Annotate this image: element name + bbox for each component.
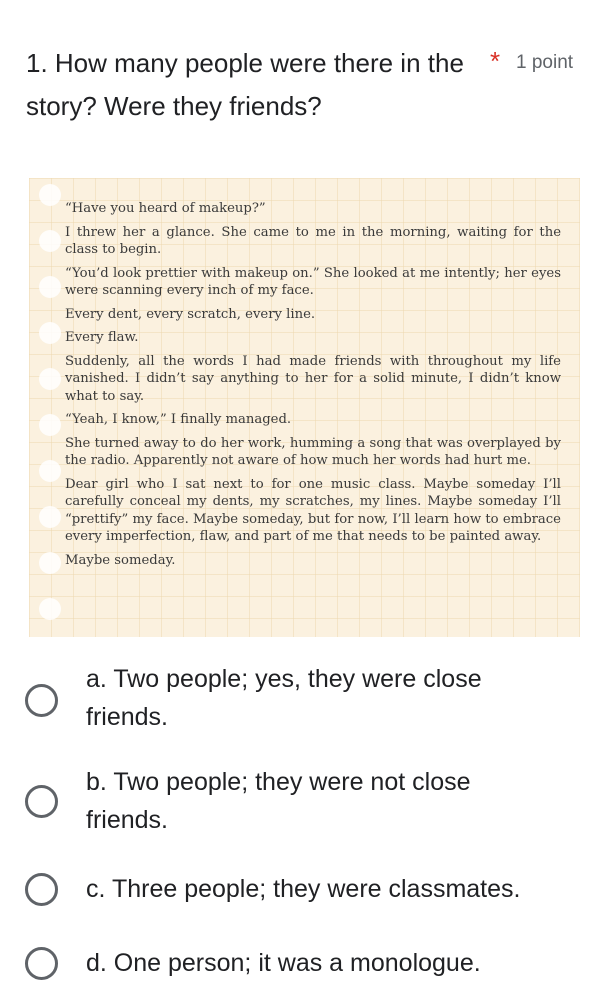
story-paragraph: “You’d look prettier with makeup on.” She looked at me intently; her eyes were scanning every inch of my face.	[65, 265, 561, 298]
story-paragraph: I threw her a glance. She came to me in the morning, waiting for the class to begin.	[65, 224, 561, 257]
decorative-dots	[35, 184, 65, 624]
decorative-dot	[39, 184, 61, 206]
story-paragraph: “Yeah, I know,” I finally managed.	[65, 412, 292, 427]
decorative-dot	[39, 230, 61, 252]
radio-option-d[interactable]	[25, 947, 58, 980]
option-b[interactable]	[25, 763, 565, 843]
option-d[interactable]	[25, 944, 565, 984]
story-paragraph: She turned away to do her work, humming a song that was overplayed by the radio. Apparently not aware of how much her words had hurt me.	[65, 435, 561, 468]
question-points: 1 point	[516, 52, 574, 73]
story-paragraph: Every dent, every scratch, every line.	[65, 306, 316, 322]
option-d-label[interactable]: d. One person; it was a monologue.	[86, 949, 481, 977]
decorative-dot	[39, 460, 61, 482]
decorative-dot	[39, 598, 61, 620]
story-paragraph: Maybe someday.	[65, 552, 176, 568]
story-paragraph: Every flaw.	[65, 330, 139, 345]
question-title: 1. How many people were there in the story? Were they friends?	[26, 48, 464, 121]
decorative-dot	[39, 414, 61, 436]
option-b-label[interactable]: b. Two people; they were not close friends.	[86, 768, 471, 834]
option-c[interactable]	[25, 870, 565, 910]
story-paragraph: Dear girl who I sat next to for one music class. Maybe someday I’ll carefully conceal my dents, my scratches, my lines. Maybe someday I’ll “prettify” my face. Maybe someday, but for now, I’ll learn how to embrace every imperfection, flaw, and part of me that needs to be painted away.	[65, 476, 561, 544]
option-a-label[interactable]: a. Two people; yes, they were close friends.	[86, 665, 482, 731]
story-text	[65, 200, 561, 575]
question-header	[26, 42, 586, 128]
required-asterisk: *	[490, 46, 501, 76]
story-paragraph: Suddenly, all the words I had made friends with throughout my life vanished. I didn’t say anything to her for a solid minute, I didn’t know what to say.	[65, 353, 561, 404]
radio-option-a[interactable]	[25, 684, 58, 717]
option-a[interactable]	[25, 660, 565, 740]
radio-option-c[interactable]	[25, 873, 58, 906]
decorative-dot	[39, 506, 61, 528]
radio-option-b[interactable]	[25, 785, 58, 818]
option-c-label[interactable]: c. Three people; they were classmates.	[86, 875, 521, 903]
decorative-dot	[39, 368, 61, 390]
decorative-dot	[39, 276, 61, 298]
decorative-dot	[39, 322, 61, 344]
decorative-dot	[39, 552, 61, 574]
story-paragraph: “Have you heard of makeup?”	[65, 201, 266, 216]
story-image	[29, 178, 580, 637]
